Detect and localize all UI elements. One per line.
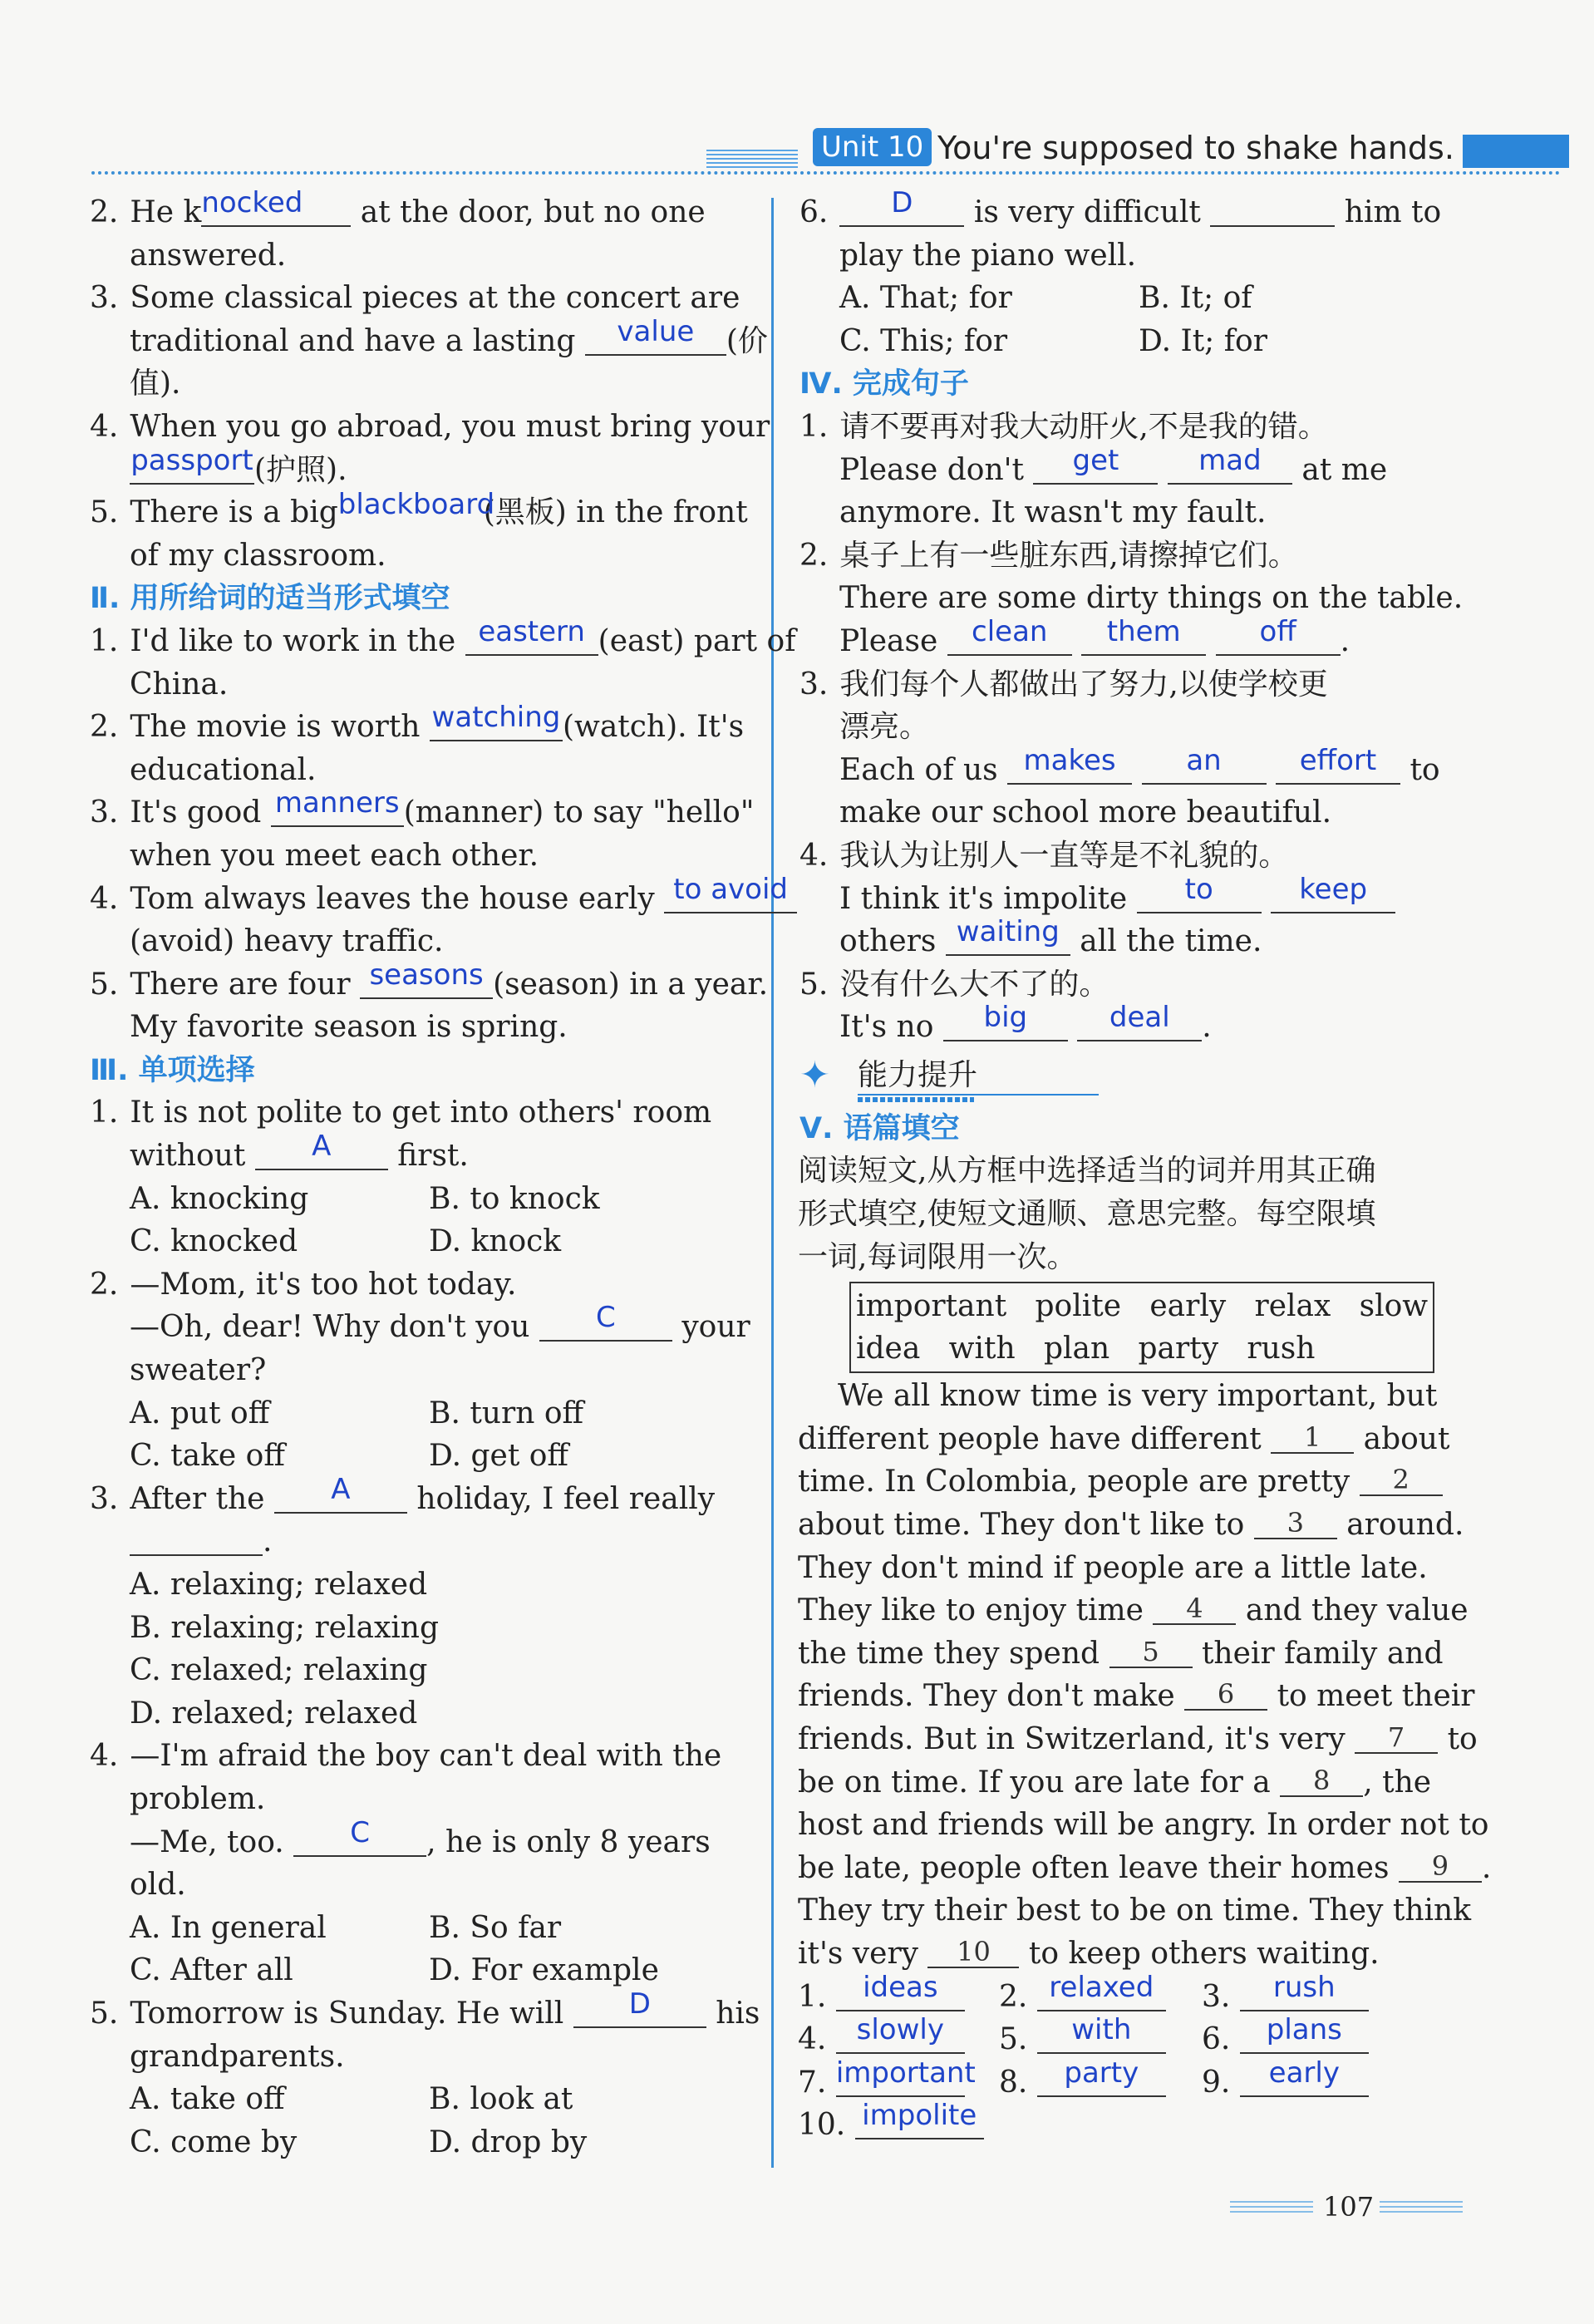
answer-blank[interactable]: relaxed <box>1037 1977 1166 2011</box>
passage-blank[interactable]: 8 <box>1280 1762 1363 1797</box>
answer-blank[interactable]: them <box>1081 621 1206 656</box>
passage-blank[interactable]: 7 <box>1355 1719 1438 1754</box>
section-title: Ⅱ. 用所给词的适当形式填空 <box>90 582 450 616</box>
unit-title: You're supposed to shake hands. <box>937 130 1454 166</box>
left-column: 2. He k nocked at the door, but no one answered. 3. Some classical pieces at the concert are traditional and have a lasting value (价 值). 4. When you go abroad, you must bring your passport (护照). 5. There is a big blackboard (黑板) in the front of my classroom. Ⅱ. 用所给词的适当形式填空 1. I'd like to work in the eastern (east) part of China. 2. The movie is worth watching (watch). It's educational. 3. It's good manners (manner) to say "hello" when you meet each other. 4. Tom always leaves the house early to avoid (avoid) heavy traffic. 5. There are four seasons (season) in a year. My favorite season is spring. Ⅲ. 单项选择 1. It is not polite to get into others' room without A first. A. knocking B. to knock C. knocked D. knock 2. —Mom, it's too hot today. —Oh, dear! Why don't you C your sweater? A. put off B. turn off C. take off D. get off 3. After the A holiday, I feel really . A. relaxing; relaxed B. relaxing; relaxing C. relaxed; relaxing D. relaxed; relaxed 4. —I'm afraid the boy can't deal with the problem. —Me, too. C , he is only 8 years old. A. In general B. So far C. After all D. For example 5. Tomorrow is Sunday. He will D his grandparents. A. take off B. look at C. come by D. drop by <box>90 191 755 2164</box>
passage-blank[interactable]: 9 <box>1399 1848 1482 1883</box>
section-title: Ⅲ. 单项选择 <box>90 1053 255 1087</box>
footer-lines-right <box>1380 2201 1463 2213</box>
option[interactable]: B. relaxing; relaxing <box>130 1610 439 1645</box>
answer-blank[interactable]: slowly <box>836 2019 965 2054</box>
unit-badge: Unit 10 <box>813 128 932 166</box>
answer-blank[interactable]: D <box>839 192 964 227</box>
page-header <box>0 126 1594 176</box>
passage-blank[interactable]: 3 <box>1254 1504 1337 1539</box>
answer-blank[interactable]: rush <box>1240 1977 1369 2011</box>
footer-lines-left <box>1230 2201 1313 2213</box>
option[interactable]: C. knocked <box>130 1224 298 1259</box>
satellite-icon: ✦ <box>799 1053 830 1096</box>
answer-blank[interactable]: watching <box>430 707 563 741</box>
answer-blank[interactable]: A <box>274 1479 407 1514</box>
header-dotted-line <box>91 171 1561 175</box>
option[interactable]: A. In general <box>130 1910 327 1945</box>
answer-blank[interactable] <box>1210 192 1335 227</box>
option[interactable]: B. to knock <box>429 1181 600 1216</box>
option[interactable]: B. look at <box>429 2082 573 2117</box>
option[interactable]: A. put off <box>130 1396 270 1430</box>
answer-blank[interactable]: waiting <box>946 921 1070 956</box>
option[interactable]: D. knock <box>429 1224 562 1259</box>
answer-blank[interactable]: D <box>573 1993 706 2028</box>
option[interactable]: C. After all <box>130 1953 293 1988</box>
answer-blank[interactable]: passport <box>130 450 254 485</box>
answer-blank[interactable]: C <box>539 1307 672 1342</box>
passage-blank[interactable]: 5 <box>1109 1633 1193 1668</box>
answer-blank[interactable]: eastern <box>465 621 598 656</box>
answer-blank[interactable]: C <box>293 1822 426 1857</box>
answer-blank[interactable]: impolite <box>855 2105 984 2139</box>
answer-blank[interactable]: important <box>836 2062 965 2097</box>
answer-blank[interactable]: makes <box>1007 750 1132 785</box>
passage-blank[interactable]: 2 <box>1360 1461 1443 1496</box>
ability-heading: ✦ 能力提升 <box>799 1049 1464 1107</box>
option[interactable]: D. relaxed; relaxed <box>130 1696 418 1731</box>
word-box: important polite early relax slow idea with plan party rush <box>849 1282 1434 1373</box>
option[interactable]: A. knocking <box>130 1181 309 1216</box>
option[interactable]: C. take off <box>130 1439 285 1474</box>
passage-blank[interactable]: 1 <box>1271 1419 1354 1454</box>
header-stripes <box>706 150 798 168</box>
answer-blank[interactable]: party <box>1037 2062 1166 2097</box>
option[interactable]: C. relaxed; relaxing <box>130 1653 428 1688</box>
option[interactable]: C. come by <box>130 2125 298 2159</box>
answer-blank[interactable]: to <box>1137 879 1262 913</box>
answer-blank[interactable]: deal <box>1077 1007 1202 1041</box>
passage: We all know time is very important, but different people have different 1 about time. In Colombia, people are pretty 2 about time. They don't like to 3 around. They don't mind if people are a little late. They like to enjoy time 4 and they value the time they spend 5 their family and friends. They don't make 6 to meet their friends. But in Switzerland, it's very 7 to be on time. If you are late for a 8 , the host and friends will be angry. In order not to be late, people often leave their homes 9 . They try their best to be on time. They think it's very 10 to keep others waiting. <box>798 1379 1492 1971</box>
option[interactable]: B. It; of <box>1139 281 1252 316</box>
option[interactable]: D. For example <box>429 1953 659 1988</box>
answer-blank[interactable]: with <box>1037 2019 1166 2054</box>
column-divider <box>771 198 774 2168</box>
option[interactable]: A. That; for <box>839 281 1012 316</box>
heading-underline <box>858 1094 1099 1096</box>
option[interactable]: D. drop by <box>429 2125 588 2159</box>
answer-blank[interactable]: effort <box>1276 750 1400 785</box>
answer-blank[interactable]: keep <box>1271 879 1395 913</box>
option[interactable]: B. So far <box>429 1910 562 1945</box>
answer-blank[interactable]: plans <box>1240 2019 1369 2054</box>
answer-blank[interactable]: an <box>1142 750 1267 785</box>
answer-blank[interactable]: big <box>943 1007 1068 1041</box>
option[interactable]: A. take off <box>130 2082 285 2117</box>
answer-blank[interactable]: seasons <box>360 964 493 999</box>
answer-blank[interactable]: A <box>255 1135 388 1170</box>
passage-blank[interactable]: 4 <box>1153 1590 1236 1625</box>
passage-blank[interactable]: 6 <box>1184 1676 1267 1711</box>
page-footer <box>1230 2191 1463 2224</box>
answer-blank[interactable]: clean <box>947 621 1072 656</box>
section-title: Ⅳ. 完成句子 <box>799 367 969 401</box>
answer-blank[interactable]: manners <box>271 792 404 827</box>
answer-blank[interactable]: mad <box>1168 450 1292 485</box>
passage-blank[interactable]: 10 <box>927 1933 1019 1968</box>
right-column: 6. D is very difficult him to play the piano well. A. That; for B. It; of C. This; for D. It; for Ⅳ. 完成句子 1. 请不要再对我大动肝火,不是我的错。 Please don't get mad at me anymore. It wasn't my fault. 2. 桌子上有一些脏东西,请擦掉它们。 There are some dirty things on the table. Please clean them off . 3. 我们每个人都做出了努力,以使学校更 漂亮。 Each of us makes an effort to make our school more beautiful. 4. 我认为让别人一直等是不礼貌的。 I think it's impolite to keep others waiting all the time. 5. 没有什么大不了的。 It's no big deal . ✦ 能力提升 Ⅴ. 语篇填空 阅读短文,从方框中选择适当的词并用其正确 形式填空,使短文通顺、意思完整。每空限填 一词,每词限用一次。 important polite early relax slow idea with plan party rush We all know time is very important, but different people have different 1 about time. In Colombia, people are pretty 2 about time. They don't like to 3 around. They don't mind if people are a little late. They like to enjoy time 4 and they value the time they spend 5 their family and friends. They don't make 6 to meet their friends. But in Switzerland, it's very 7 to be on time. If you are late for a 8 , the host and friends will be angry. In order not to be late, people often leave their homes 9 . They try their best to be on time. They think it's very 10 to keep others waiting. 1. ideas 2. relaxed 3. rush 4. slowly 5. with 6. plans 7. important 8. party 9. early 10. impolite <box>799 191 1464 2147</box>
answer-blank[interactable]: ideas <box>836 1977 965 2011</box>
header-block <box>1463 135 1569 168</box>
answer-blank[interactable]: early <box>1240 2062 1369 2097</box>
option[interactable]: A. relaxing; relaxed <box>130 1568 428 1602</box>
answer-blank[interactable]: off <box>1216 621 1341 656</box>
heading-dots <box>858 1097 974 1102</box>
option[interactable]: D. It; for <box>1139 323 1267 358</box>
answer-blank[interactable] <box>130 1521 263 1556</box>
page-number: 107 <box>1323 2191 1375 2223</box>
word-box-wrap <box>799 1278 1464 1375</box>
answer-blank[interactable]: get <box>1033 450 1158 485</box>
option[interactable]: D. get off <box>429 1439 568 1474</box>
answer-blank[interactable]: blackboard <box>337 488 495 522</box>
answer-blank[interactable]: to avoid <box>664 879 797 913</box>
option[interactable]: C. This; for <box>839 323 1008 358</box>
answer-grid: 1. ideas 2. relaxed 3. rush 4. slowly 5. with 6. plans 7. important 8. party 9. early 10. impolite <box>798 1976 1464 2147</box>
option[interactable]: B. turn off <box>429 1396 584 1430</box>
question-line: 2. He k nocked at the door, but no one <box>90 186 706 229</box>
answer-blank[interactable]: nocked <box>201 192 351 227</box>
answer-blank[interactable]: value <box>585 321 726 356</box>
section-title: Ⅴ. 语篇填空 <box>799 1111 960 1145</box>
